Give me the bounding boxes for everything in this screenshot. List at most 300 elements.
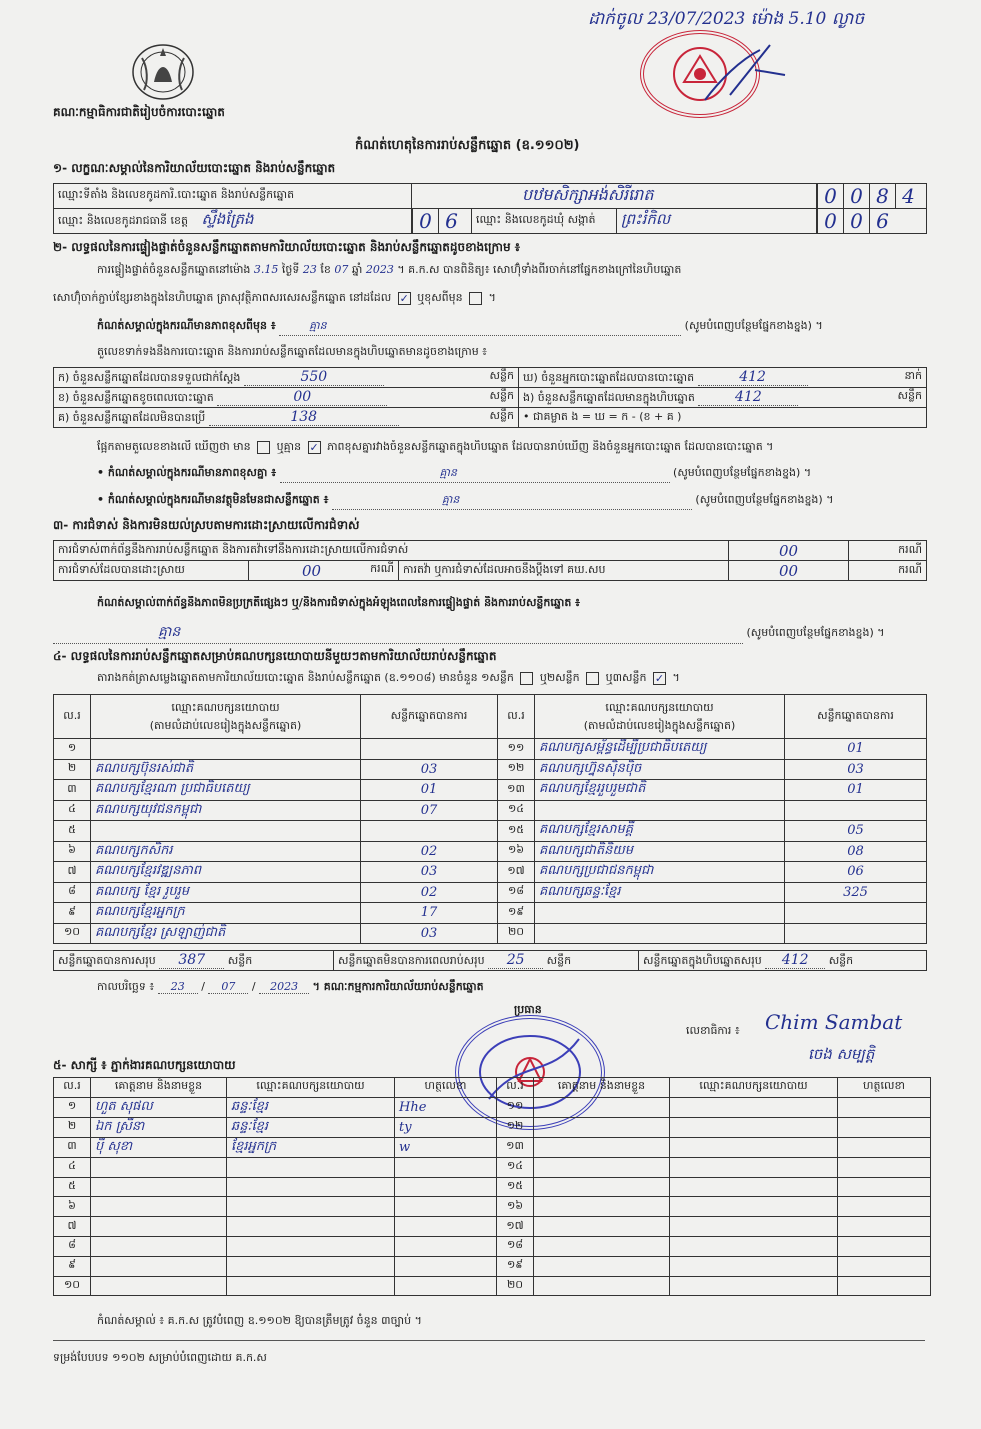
unit-label: សន្លឹក [227, 953, 253, 967]
table-row [54, 1256, 931, 1276]
has-discrepancy-checkbox[interactable] [257, 441, 270, 454]
secretary-name-kh: ចេង សម្បត្តិ [808, 1045, 875, 1063]
row-number: ១៨ [497, 1236, 534, 1256]
diff-remark-value: គ្មាន [279, 319, 681, 336]
witness-party [227, 1177, 395, 1197]
irregularity-note-value: គ្មាន [53, 622, 743, 644]
witness-party [670, 1197, 838, 1217]
party-name: គណបក្សសម្ព័ន្ធដើម្បីប្រជាធិបតេយ្យ [535, 739, 785, 760]
row-number: ៩ [54, 1256, 91, 1276]
voters-voted-label: ឃ) ចំនួនអ្នកបោះឆ្នោតដែលបានបោះឆ្នោត [523, 370, 695, 384]
complaints-label: ការជំទាស់ពាក់ព័ន្ធនឹងការរាប់សន្លឹកឆ្នោត និងការតវ៉ាទៅនឹងការដោះស្រាយលើការជំទាស់ [54, 541, 729, 561]
col-no-header: ល.រ [497, 1078, 534, 1098]
fill-note: (សូមបំពេញបន្ថែមផ្នែកខាងខ្នង) ។ [746, 626, 885, 639]
witness-signature [395, 1236, 497, 1256]
witness-name [534, 1276, 670, 1296]
row-number: ៦ [54, 841, 91, 862]
discrepancy-line [97, 440, 927, 456]
row-number: ១៩ [497, 1256, 534, 1276]
party-votes: 03 [361, 759, 498, 780]
row-number: ២ [54, 1117, 91, 1137]
table-row [54, 1117, 931, 1137]
table-row [54, 1276, 931, 1296]
witness-signature [838, 1177, 931, 1197]
witness-name [91, 1276, 227, 1296]
tally-sheet-line [97, 671, 680, 687]
secretary-label: លេខាធិការ ៖ [686, 1024, 740, 1037]
polling-station-label: ឈ្មោះទីតាំង និងលេខកូដការិ.បោះឆ្នោត និងរាប់សន្លឹកឆ្នោត [54, 184, 412, 209]
witness-party: ខ្មែរអ្នកក្រ [227, 1137, 395, 1157]
party-name: គណបក្សខ្មែរសាមគ្គី [535, 821, 785, 842]
section-1-table [53, 183, 927, 234]
footer-divider [53, 1340, 925, 1341]
witness-name [534, 1117, 670, 1137]
tally-period: ។ [672, 671, 680, 684]
row-number: ១២ [498, 759, 535, 780]
unit-label: សន្លឹក [546, 953, 572, 967]
row-number: ១៥ [498, 821, 535, 842]
verify-text-a: ការផ្ទៀងផ្ទាត់ចំនួនសន្លឹកឆ្នោតនៅម៉ោង [97, 263, 251, 276]
valid-total-cell [54, 951, 334, 971]
verify-line2-text: សោហ៊ុំចាក់ភ្ជាប់ខ្សែរខាងក្នុងនៃហិបឆ្នោត ត្រាសុវត្ថិភាពសរសេរសន្លឹកឆ្នោត នៅដដែល [53, 291, 392, 304]
province-code [412, 209, 472, 234]
tally-text-a: តារាងកត់ត្រាសម្លេងឆ្នោតតាមការិយាល័យបោះឆ្នោត និងរាប់សន្លឹកឆ្នោត (ឧ.១១០៨) មានចំនួន ១សន្លឹក [97, 671, 514, 684]
complaints-table [53, 540, 927, 581]
table-row [54, 841, 927, 862]
party-votes: 03 [361, 862, 498, 883]
party-votes [785, 923, 927, 944]
spoiled-ballots-row [54, 388, 519, 408]
row-number: ៥ [54, 1177, 91, 1197]
party-name: គណបក្សប៊ុនរស់ជាតិ [91, 759, 361, 780]
party-name: គណបក្សកសិករ [91, 841, 361, 862]
verify-text-b: ថ្ងៃទី [281, 263, 300, 276]
party-votes: 03 [785, 759, 927, 780]
row-number: ១៤ [498, 800, 535, 821]
row-number: ១៦ [498, 841, 535, 862]
witness-signature [395, 1217, 497, 1237]
date-label: កាលបរិច្ឆេទ ៖ [97, 980, 155, 993]
section-1-title: ១- លក្ខណៈសម្គាល់នៃការិយាល័យបោះឆ្នោត និងរាប់សន្លឹកឆ្នោត [53, 161, 336, 175]
witness-signature [395, 1276, 497, 1296]
witness-name [91, 1256, 227, 1276]
witness-signature: Hhe [395, 1097, 497, 1117]
witness-name [534, 1137, 670, 1157]
col-votes-header: សន្លឹកឆ្នោតបានការ [785, 695, 927, 739]
date-day: 23 [158, 980, 198, 994]
section-4-title: ៤- លទ្ធផលនៃការរាប់សន្លឹកឆ្នោតសម្រាប់គណបក្សនយោបាយនីមួយៗតាមការិយាល័យរាប់សន្លឹកឆ្នោត [53, 649, 497, 663]
chair-label: ប្រធាន [514, 1003, 542, 1016]
secretary-signature: Chim Sambat [765, 1010, 903, 1034]
box-total-value: 412 [765, 952, 825, 969]
row-number: ២ [54, 759, 91, 780]
party-name: គណបក្សខ្មែររួបរួមជាតិ [535, 780, 785, 801]
footer-text: ទម្រង់បែបបទ ១១០២ សម្រាប់បំពេញដោយ គ.ក.ស [53, 1351, 267, 1364]
row-number: ១២ [497, 1117, 534, 1137]
row-number: ១៦ [497, 1197, 534, 1217]
commune-value: ព្រះរំកិល [617, 209, 817, 234]
witness-signature [838, 1276, 931, 1296]
col-votes-header: សន្លឹកឆ្នោតបានការ [361, 695, 498, 739]
witness-party [670, 1236, 838, 1256]
formula-row: • ជាគម្លាត ង = ឃ = ក - (ខ + គ ) [519, 408, 927, 428]
row-number: ១០ [54, 1276, 91, 1296]
commune-label: ឈ្មោះ និងលេខកូដឃុំ សង្កាត់ [472, 209, 617, 234]
row-number: ១០ [54, 923, 91, 944]
row-number: ១ [54, 739, 91, 760]
row-number: ៤ [54, 1157, 91, 1177]
col-party-sub: (តាមលំដាប់លេខរៀងក្នុងសន្លឹកឆ្នោត) [583, 718, 736, 732]
col-no-header: ល.រ [54, 695, 91, 739]
polling-station-value: បឋមសិក្សាអង់សិរីរោត [412, 184, 817, 209]
table-row [54, 800, 927, 821]
unused-ballots-value: 138 [209, 409, 399, 426]
unused-ballots-row [54, 408, 519, 428]
witness-signature [838, 1217, 931, 1237]
tally-text-c: ឬ៣សន្លឹក [605, 671, 647, 684]
witness-name [534, 1157, 670, 1177]
table-row [54, 759, 927, 780]
committee-label: ។ គណៈកម្មការការិយាល័យរាប់សន្លឹកឆ្នោត [312, 980, 484, 993]
witness-name [91, 1236, 227, 1256]
verify-text-c: ខែ [320, 263, 331, 276]
row-number: ៨ [54, 1236, 91, 1256]
witness-party [227, 1217, 395, 1237]
row-number: ៥ [54, 821, 91, 842]
box-total-cell [639, 951, 927, 971]
party-votes: 325 [785, 882, 927, 903]
table-row [54, 821, 927, 842]
party-votes: 07 [361, 800, 498, 821]
row-number: ៩ [54, 903, 91, 924]
party-name: គណបក្សឆន្ទៈខ្មែរ [535, 882, 785, 903]
table-row [54, 923, 927, 944]
party-name: គណបក្សខ្មែរ ស្រឡាញ់ជាតិ [91, 923, 361, 944]
province-value: ស្ទឹងត្រែង [201, 210, 254, 228]
col-party-title: ឈ្មោះគណបក្សនយោបាយ [171, 700, 280, 714]
row-number: ១ [54, 1097, 91, 1117]
date-line: កាលបរិច្ឆេទ ៖ 23 / 07 / 2023 ។ គណៈកម្មការការិយាល័យរាប់សន្លឹកឆ្នោត [97, 980, 484, 993]
witness-signature [395, 1256, 497, 1276]
party-votes [785, 800, 927, 821]
one-sheet-checkbox[interactable] [520, 672, 533, 685]
received-note: ដាក់ចូល 23/07/2023 ម៉ោង 5.10 ល្ងាច [588, 9, 865, 29]
resolved-label: ការជំទាស់ដែលបានដោះស្រាយ [54, 561, 249, 581]
verify-time: 3.15 [253, 263, 279, 276]
party-name: គណបក្សប្រជាជនកម្ពុជា [535, 862, 785, 883]
invalid-total-label: សន្លឹកឆ្នោតមិនបានការពេលរាប់សរុប [338, 953, 485, 967]
witness-name [91, 1217, 227, 1237]
table-row [54, 1177, 931, 1197]
form-title: កំណត់ហេតុនៃការរាប់សន្លឹកឆ្នោត (ឧ.១១០២) [355, 138, 580, 153]
witness-signature [838, 1137, 931, 1157]
irregularity-note-label: កំណត់សម្គាល់ពាក់ព័ន្ធនឹងភាពមិនប្រក្រតីផ្សេងៗ ឬ/និងការជំទាស់ក្នុងអំឡុងពេលនៃការផ្ទៀងផ្ទាត់ និងការរាប់សន្លឹកឆ្នោត ៖ [97, 596, 581, 609]
party-votes: 01 [785, 739, 927, 760]
discrepancy-text-c: ភាពខុសគ្នារវាងចំនួនសន្លឹកឆ្នោតក្នុងហិបឆ្នោត ដែលបានរាប់ឃើញ និងចំនួនអ្នកបោះឆ្នោត ដែលបានបោះឆ្នោត ។ [327, 440, 774, 453]
table-row [54, 1097, 931, 1117]
voters-voted-value: 412 [698, 369, 808, 386]
row-number: ៤ [54, 800, 91, 821]
row-number: ១៤ [497, 1157, 534, 1177]
ballots-in-box-label: ង) ចំនួនសន្លឹកឆ្នោតដែលមានក្នុងហិបឆ្នោត [523, 390, 695, 404]
row-number: ១៧ [498, 862, 535, 883]
resolved-value-text: 00 [302, 561, 322, 580]
signature-mark-top [700, 40, 790, 110]
witness-name [534, 1256, 670, 1276]
witness-name [534, 1097, 670, 1117]
received-ballots-label: ក) ចំនួនសន្លឹកឆ្នោតដែលបានទទួលជាក់ស្តែង [58, 370, 241, 384]
party-votes: 01 [785, 780, 927, 801]
party-votes: 17 [361, 903, 498, 924]
discrepancy-text-b: ឬគ្មាន [276, 440, 302, 453]
col-name-header: គោត្តនាម និងនាមខ្លួន [534, 1078, 670, 1098]
figures-table [53, 367, 927, 428]
witness-name [91, 1177, 227, 1197]
party-name: គណបក្សជាតិនិយម [535, 841, 785, 862]
row-number: ២០ [498, 923, 535, 944]
row-number: ៧ [54, 862, 91, 883]
unit-label: សន្លឹក [489, 368, 514, 382]
province-label-text: ឈ្មោះ និងលេខកូដរាជធានី ខេត្ត [58, 214, 188, 227]
party-name [91, 739, 361, 760]
verification-line-1 [97, 263, 681, 279]
party-votes: 03 [361, 923, 498, 944]
ballots-in-box-value: 412 [698, 389, 798, 406]
box-total-label: សន្លឹកឆ្នោតក្នុងហិបឆ្នោតសរុប [643, 953, 762, 967]
witness-name [91, 1197, 227, 1217]
section-2-title: ២- លទ្ធផលនៃការផ្ទៀងផ្ទាត់ចំនួនសន្លឹកឆ្នោតតាមការិយាល័យបោះឆ្នោត និងរាប់សន្លឹកឆ្នោតដូចខាងក្រោម ៖ [53, 240, 521, 254]
code-digit: 0 [843, 209, 869, 233]
fill-note: (សូមបំពេញបន្ថែមផ្នែកខាងខ្នង) ។ [673, 466, 812, 479]
party-votes [361, 821, 498, 842]
unit-label: សន្លឹក [828, 953, 854, 967]
witness-name [534, 1177, 670, 1197]
party-votes: 08 [785, 841, 927, 862]
org-name: គណៈកម្មាធិការជាតិរៀបចំការបោះឆ្នោត [53, 105, 225, 119]
table-row [54, 903, 927, 924]
resolved-value [249, 561, 399, 581]
discrepancy-remark-label: • កំណត់សម្គាល់ក្នុងករណីមានភាពខុសគ្នា ៖ [97, 466, 277, 479]
verification-line-2 [53, 291, 496, 307]
party-name: គណបក្សខ្មែរណា ប្រជាធិបតេយ្យ [91, 780, 361, 801]
row-number: ១៥ [497, 1177, 534, 1197]
unit-label: សន្លឹក [897, 388, 922, 402]
row-number: ២០ [497, 1276, 534, 1296]
foreign-object-label: • កំណត់សម្គាល់ក្នុងករណីមានវត្ថុមិនមែនជាសន្លឹកឆ្នោត ៖ [97, 493, 329, 506]
witness-party [227, 1276, 395, 1296]
witness-signature [838, 1236, 931, 1256]
two-sheet-checkbox[interactable] [586, 672, 599, 685]
witness-party [670, 1137, 838, 1157]
witness-signature [395, 1197, 497, 1217]
code-digit: 0 [843, 184, 869, 208]
witness-party [670, 1157, 838, 1177]
table-row [54, 1137, 931, 1157]
section-3-title: ៣- ការជំទាស់ និងការមិនយល់ស្របតាមការដោះស្រាយលើការជំទាស់ [53, 518, 360, 532]
party-name: គណបក្សខ្មែរអ្នកក្រ [91, 903, 361, 924]
witness-name [534, 1236, 670, 1256]
discrepancy-remark-value: គ្មាន [280, 466, 670, 483]
witness-signature [395, 1177, 497, 1197]
code-digit: 6 [869, 209, 895, 233]
valid-total-value: 387 [159, 952, 224, 969]
witness-name: ហួត សុផល [91, 1097, 227, 1117]
row-number: ៣ [54, 1137, 91, 1157]
no-discrepancy-checkbox[interactable]: ✓ [309, 440, 319, 454]
witness-party [227, 1236, 395, 1256]
received-ballots-row [54, 368, 519, 388]
row-number: ១៣ [497, 1137, 534, 1157]
appeal-value: 00 [729, 561, 849, 581]
spoiled-ballots-label: ខ) ចំនួនសន្លឹកឆ្នោតខូចពេលបោះឆ្នោត [58, 390, 214, 404]
unit-case: ករណី [849, 541, 927, 561]
party-votes: 05 [785, 821, 927, 842]
witness-party [670, 1097, 838, 1117]
col-name-header: គោត្តនាម និងនាមខ្លួន [91, 1078, 227, 1098]
witness-table [53, 1077, 931, 1296]
table-row [54, 780, 927, 801]
party-name: គណបក្សខ្មែរវឌ្ឍនភាព [91, 862, 361, 883]
row-number: ១៣ [498, 780, 535, 801]
verify-month: 07 [334, 263, 349, 276]
row-number: ៣ [54, 780, 91, 801]
fill-note: (សូមបំពេញបន្ថែមផ្នែកខាងខ្នង) ។ [684, 319, 823, 332]
code-digit: 4 [895, 184, 921, 208]
table-row [54, 1157, 931, 1177]
row-number: ១៩ [498, 903, 535, 924]
col-party-header: ឈ្មោះគណបក្សនយោបាយ [670, 1078, 838, 1098]
party-name: គណបក្សយុវជនកម្ពុជា [91, 800, 361, 821]
verify-text-d: ឆ្នាំ [351, 263, 363, 276]
witness-signature: ty [395, 1117, 497, 1137]
diff-remark-line [97, 319, 927, 336]
witness-party [670, 1117, 838, 1137]
col-party-title: ឈ្មោះគណបក្សនយោបាយ [605, 700, 714, 714]
complaints-value: 00 [729, 541, 849, 561]
row-number: ១១ [497, 1097, 534, 1117]
col-sig-header: ហត្ថលេខា [395, 1078, 497, 1098]
party-name [535, 923, 785, 944]
verify-line2-c: ។ [488, 291, 496, 304]
witness-party: ឆន្ទៈខ្មែរ [227, 1117, 395, 1137]
party-votes: 01 [361, 780, 498, 801]
col-party-header: ឈ្មោះគណបក្សនយោបាយ [227, 1078, 395, 1098]
witness-signature [838, 1097, 931, 1117]
invalid-total-value: 25 [488, 952, 543, 969]
table-row [54, 862, 927, 883]
code-digit: 0 [817, 184, 843, 208]
irregularity-note-line [53, 622, 927, 644]
different-checkbox[interactable] [469, 292, 482, 305]
witness-party [227, 1157, 395, 1177]
table-row [54, 1197, 931, 1217]
party-name: គណបក្ស ខ្មែរ រួបរួម [91, 882, 361, 903]
party-votes: 06 [785, 862, 927, 883]
code-digit: 0 [412, 209, 438, 233]
spoiled-ballots-value: 00 [217, 389, 387, 406]
received-ballots-value: 550 [244, 369, 384, 386]
emblem [128, 38, 198, 102]
witness-party [670, 1177, 838, 1197]
row-number: ១១ [498, 739, 535, 760]
col-party-sub: (តាមលំដាប់លេខរៀងក្នុងសន្លឹកឆ្នោត) [149, 718, 302, 732]
verify-year: 2023 [365, 263, 394, 276]
witness-name: ឯក ស្រីនា [91, 1117, 227, 1137]
party-votes: 02 [361, 841, 498, 862]
results-table [53, 694, 927, 944]
witness-party [670, 1276, 838, 1296]
witness-name: ប៉ី សុខា [91, 1137, 227, 1157]
nec-emblem-icon [128, 38, 198, 102]
ballots-in-box-row [519, 388, 927, 408]
party-name [91, 821, 361, 842]
party-name [535, 800, 785, 821]
col-party-header [535, 695, 785, 739]
witness-party [670, 1256, 838, 1276]
polling-station-code [817, 184, 927, 209]
commune-code [817, 209, 927, 234]
verify-day: 23 [302, 263, 317, 276]
date-month: 07 [208, 980, 248, 994]
province-label [54, 209, 412, 234]
witness-signature [838, 1197, 931, 1217]
col-no-header: ល.រ [54, 1078, 91, 1098]
fill-note: (សូមបំពេញបន្ថែមផ្នែកខាងខ្នង) ។ [695, 493, 834, 506]
unit-label: សន្លឹក [489, 408, 514, 422]
witness-name [534, 1197, 670, 1217]
tally-text-b: ឬ២សន្លឹក [539, 671, 580, 684]
col-sig-header: ហត្ថលេខា [838, 1078, 931, 1098]
diff-remark-label: កំណត់សម្គាល់ក្នុងករណីមានភាពខុសពីមុន ៖ [97, 319, 276, 332]
appeal-label: ការតវ៉ា ឬការជំទាស់ដែលអាចនឹងប្តឹងទៅ គឃ.សប [399, 561, 729, 581]
valid-total-label: សន្លឹកឆ្នោតបានការសរុប [58, 953, 156, 967]
party-name [535, 903, 785, 924]
party-votes [785, 903, 927, 924]
table-row [54, 739, 927, 760]
witness-signature: w [395, 1137, 497, 1157]
same-checkbox[interactable]: ✓ [399, 291, 409, 305]
row-number: ៨ [54, 882, 91, 903]
verify-text-e: ។ គ.ក.ស បានពិនិត្យ៖ សោហ៊ុំទាំងពីរចាក់នៅផ្នែកខាងក្រៅនៃហិបឆ្នោត [397, 263, 682, 276]
unit-case: ករណី [370, 561, 394, 575]
unit-label: សន្លឹក [489, 388, 514, 402]
witness-name [534, 1217, 670, 1237]
foreign-object-value: គ្មាន [332, 493, 692, 510]
col-no-header: ល.រ [498, 695, 535, 739]
witness-signature [395, 1157, 497, 1177]
row-number: ១៧ [497, 1217, 534, 1237]
unit-case: ករណី [849, 561, 927, 581]
unused-ballots-label: គ) ចំនួនសន្លឹកឆ្នោតដែលមិនបានប្រើ [58, 410, 206, 424]
section-5-title: ៥- សាក្សី ៖ ភ្នាក់ងារគណបក្សនយោបាយ [53, 1058, 236, 1072]
table-row [54, 1217, 931, 1237]
verify-line2-b: ឬខុសពីមុន [417, 291, 463, 304]
code-digit: 8 [869, 184, 895, 208]
party-name: គណបក្សហ្វ៊ុនស៊ិនប៉ិច [535, 759, 785, 780]
witness-signature [838, 1157, 931, 1177]
witness-signature [838, 1117, 931, 1137]
figures-intro: តួលេខទាក់ទងនឹងការបោះឆ្នោត និងការរាប់សន្លឹកឆ្នោតដែលមានក្នុងហិបឆ្នោតមានដូចខាងក្រោម ៖ [97, 345, 488, 358]
invalid-total-cell [334, 951, 639, 971]
totals-table [53, 950, 927, 971]
discrepancy-text-a: ផ្អែកតាមតួលេខខាងលើ ឃើញថា មាន [97, 440, 251, 453]
unit-label: នាក់ [904, 368, 922, 382]
three-sheet-checkbox[interactable]: ✓ [654, 671, 665, 685]
row-number: ១៨ [498, 882, 535, 903]
party-votes [361, 739, 498, 760]
witness-party: ឆន្ទៈខ្មែរ [227, 1097, 395, 1117]
witness-party [227, 1256, 395, 1276]
